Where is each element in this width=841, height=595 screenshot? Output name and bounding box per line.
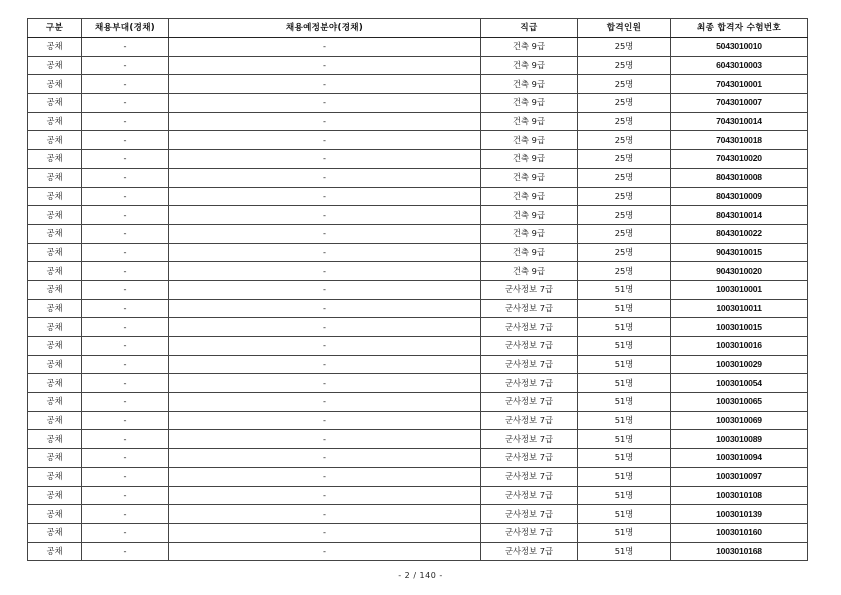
header-quota: 합격인원 <box>578 19 671 38</box>
category-cell: 공채 <box>28 168 82 187</box>
grade-cell: 군사정보 7급 <box>481 467 578 486</box>
table-row <box>28 112 808 131</box>
category-cell: 공채 <box>28 318 82 337</box>
quota-cell: 51명 <box>578 393 671 412</box>
exam-number-cell: 6043010003 <box>671 56 808 75</box>
header-category: 구분 <box>28 19 82 38</box>
field-cell: - <box>169 112 481 131</box>
table-row <box>28 449 808 468</box>
exam-number-cell: 1003010069 <box>671 411 808 430</box>
grade-cell: 건축 9급 <box>481 224 578 243</box>
field-cell: - <box>169 374 481 393</box>
results-table <box>27 18 808 561</box>
category-cell: 공채 <box>28 38 82 57</box>
category-cell: 공채 <box>28 224 82 243</box>
table-row <box>28 75 808 94</box>
grade-cell: 군사정보 7급 <box>481 411 578 430</box>
grade-cell: 군사정보 7급 <box>481 523 578 542</box>
quota-cell: 51명 <box>578 505 671 524</box>
unit-cell: - <box>82 56 169 75</box>
table-row <box>28 542 808 561</box>
unit-cell: - <box>82 467 169 486</box>
exam-number-cell: 9043010015 <box>671 243 808 262</box>
unit-cell: - <box>82 224 169 243</box>
field-cell: - <box>169 318 481 337</box>
field-cell: - <box>169 355 481 374</box>
grade-cell: 군사정보 7급 <box>481 542 578 561</box>
grade-cell: 건축 9급 <box>481 243 578 262</box>
category-cell: 공채 <box>28 337 82 356</box>
quota-cell: 51명 <box>578 467 671 486</box>
field-cell: - <box>169 206 481 225</box>
table-body <box>28 38 808 561</box>
table-row <box>28 337 808 356</box>
category-cell: 공채 <box>28 299 82 318</box>
quota-cell: 25명 <box>578 168 671 187</box>
unit-cell: - <box>82 337 169 356</box>
exam-number-cell: 1003010097 <box>671 467 808 486</box>
table-row <box>28 299 808 318</box>
unit-cell: - <box>82 318 169 337</box>
table-row <box>28 94 808 113</box>
table-row <box>28 486 808 505</box>
field-cell: - <box>169 168 481 187</box>
exam-number-cell: 1003010054 <box>671 374 808 393</box>
exam-number-cell: 5043010010 <box>671 38 808 57</box>
grade-cell: 건축 9급 <box>481 262 578 281</box>
exam-number-cell: 1003010108 <box>671 486 808 505</box>
unit-cell: - <box>82 131 169 150</box>
exam-number-cell: 1003010015 <box>671 318 808 337</box>
exam-number-cell: 1003010089 <box>671 430 808 449</box>
unit-cell: - <box>82 374 169 393</box>
quota-cell: 25명 <box>578 150 671 169</box>
unit-cell: - <box>82 262 169 281</box>
table-row <box>28 131 808 150</box>
quota-cell: 51명 <box>578 411 671 430</box>
table-row <box>28 187 808 206</box>
header-row <box>28 19 808 38</box>
category-cell: 공채 <box>28 262 82 281</box>
grade-cell: 군사정보 7급 <box>481 393 578 412</box>
unit-cell: - <box>82 280 169 299</box>
exam-number-cell: 1003010160 <box>671 523 808 542</box>
grade-cell: 군사정보 7급 <box>481 486 578 505</box>
unit-cell: - <box>82 523 169 542</box>
exam-number-cell: 1003010001 <box>671 280 808 299</box>
category-cell: 공채 <box>28 94 82 113</box>
category-cell: 공채 <box>28 542 82 561</box>
quota-cell: 51명 <box>578 374 671 393</box>
category-cell: 공채 <box>28 187 82 206</box>
field-cell: - <box>169 38 481 57</box>
grade-cell: 건축 9급 <box>481 112 578 131</box>
table-row <box>28 393 808 412</box>
field-cell: - <box>169 449 481 468</box>
category-cell: 공채 <box>28 280 82 299</box>
header-unit: 채용부대(경채) <box>82 19 169 38</box>
category-cell: 공채 <box>28 112 82 131</box>
unit-cell: - <box>82 430 169 449</box>
table-row <box>28 355 808 374</box>
quota-cell: 51명 <box>578 355 671 374</box>
category-cell: 공채 <box>28 355 82 374</box>
grade-cell: 건축 9급 <box>481 38 578 57</box>
field-cell: - <box>169 150 481 169</box>
exam-number-cell: 7043010020 <box>671 150 808 169</box>
header-exam-number: 최종 합격자 수험번호 <box>671 19 808 38</box>
grade-cell: 군사정보 7급 <box>481 430 578 449</box>
category-cell: 공채 <box>28 393 82 412</box>
grade-cell: 군사정보 7급 <box>481 449 578 468</box>
quota-cell: 25명 <box>578 75 671 94</box>
field-cell: - <box>169 523 481 542</box>
grade-cell: 건축 9급 <box>481 150 578 169</box>
unit-cell: - <box>82 187 169 206</box>
quota-cell: 25명 <box>578 224 671 243</box>
category-cell: 공채 <box>28 449 82 468</box>
quota-cell: 51명 <box>578 523 671 542</box>
exam-number-cell: 1003010011 <box>671 299 808 318</box>
table-row <box>28 430 808 449</box>
exam-number-cell: 1003010094 <box>671 449 808 468</box>
quota-cell: 51명 <box>578 449 671 468</box>
grade-cell: 군사정보 7급 <box>481 337 578 356</box>
grade-cell: 군사정보 7급 <box>481 299 578 318</box>
grade-cell: 건축 9급 <box>481 56 578 75</box>
category-cell: 공채 <box>28 486 82 505</box>
grade-cell: 군사정보 7급 <box>481 355 578 374</box>
category-cell: 공채 <box>28 374 82 393</box>
table-row <box>28 262 808 281</box>
category-cell: 공채 <box>28 430 82 449</box>
quota-cell: 25명 <box>578 38 671 57</box>
exam-number-cell: 8043010022 <box>671 224 808 243</box>
quota-cell: 25명 <box>578 56 671 75</box>
field-cell: - <box>169 75 481 94</box>
unit-cell: - <box>82 94 169 113</box>
field-cell: - <box>169 430 481 449</box>
table-row <box>28 523 808 542</box>
category-cell: 공채 <box>28 75 82 94</box>
unit-cell: - <box>82 542 169 561</box>
field-cell: - <box>169 337 481 356</box>
unit-cell: - <box>82 299 169 318</box>
unit-cell: - <box>82 150 169 169</box>
quota-cell: 51명 <box>578 486 671 505</box>
field-cell: - <box>169 467 481 486</box>
category-cell: 공채 <box>28 467 82 486</box>
category-cell: 공채 <box>28 131 82 150</box>
exam-number-cell: 1003010029 <box>671 355 808 374</box>
field-cell: - <box>169 187 481 206</box>
table-row <box>28 38 808 57</box>
quota-cell: 25명 <box>578 94 671 113</box>
table-row <box>28 56 808 75</box>
quota-cell: 25명 <box>578 243 671 262</box>
quota-cell: 25명 <box>578 206 671 225</box>
field-cell: - <box>169 542 481 561</box>
table-row <box>28 150 808 169</box>
table-row <box>28 318 808 337</box>
exam-number-cell: 7043010007 <box>671 94 808 113</box>
table-row <box>28 168 808 187</box>
field-cell: - <box>169 393 481 412</box>
unit-cell: - <box>82 393 169 412</box>
unit-cell: - <box>82 355 169 374</box>
exam-number-cell: 7043010014 <box>671 112 808 131</box>
quota-cell: 51명 <box>578 299 671 318</box>
quota-cell: 51명 <box>578 542 671 561</box>
field-cell: - <box>169 280 481 299</box>
unit-cell: - <box>82 486 169 505</box>
exam-number-cell: 8043010008 <box>671 168 808 187</box>
grade-cell: 군사정보 7급 <box>481 318 578 337</box>
field-cell: - <box>169 299 481 318</box>
page-number: - 2 / 140 - <box>398 571 443 580</box>
table-row <box>28 374 808 393</box>
exam-number-cell: 8043010014 <box>671 206 808 225</box>
field-cell: - <box>169 262 481 281</box>
grade-cell: 건축 9급 <box>481 75 578 94</box>
exam-number-cell: 9043010020 <box>671 262 808 281</box>
field-cell: - <box>169 486 481 505</box>
quota-cell: 51명 <box>578 318 671 337</box>
exam-number-cell: 8043010009 <box>671 187 808 206</box>
header-grade: 직급 <box>481 19 578 38</box>
exam-number-cell: 7043010001 <box>671 75 808 94</box>
quota-cell: 51명 <box>578 430 671 449</box>
quota-cell: 25명 <box>578 262 671 281</box>
unit-cell: - <box>82 206 169 225</box>
unit-cell: - <box>82 505 169 524</box>
grade-cell: 건축 9급 <box>481 187 578 206</box>
quota-cell: 51명 <box>578 337 671 356</box>
table-row <box>28 411 808 430</box>
exam-number-cell: 1003010065 <box>671 393 808 412</box>
field-cell: - <box>169 411 481 430</box>
quota-cell: 25명 <box>578 131 671 150</box>
quota-cell: 25명 <box>578 112 671 131</box>
exam-number-cell: 1003010168 <box>671 542 808 561</box>
grade-cell: 건축 9급 <box>481 168 578 187</box>
quota-cell: 25명 <box>578 187 671 206</box>
unit-cell: - <box>82 75 169 94</box>
header-field: 채용예정분야(경채) <box>169 19 481 38</box>
category-cell: 공채 <box>28 523 82 542</box>
category-cell: 공채 <box>28 243 82 262</box>
quota-cell: 51명 <box>578 280 671 299</box>
exam-number-cell: 1003010139 <box>671 505 808 524</box>
grade-cell: 건축 9급 <box>481 206 578 225</box>
field-cell: - <box>169 56 481 75</box>
table-row <box>28 206 808 225</box>
field-cell: - <box>169 243 481 262</box>
grade-cell: 군사정보 7급 <box>481 374 578 393</box>
unit-cell: - <box>82 449 169 468</box>
table-row <box>28 243 808 262</box>
category-cell: 공채 <box>28 56 82 75</box>
category-cell: 공채 <box>28 505 82 524</box>
unit-cell: - <box>82 112 169 131</box>
grade-cell: 군사정보 7급 <box>481 280 578 299</box>
category-cell: 공채 <box>28 411 82 430</box>
exam-number-cell: 1003010016 <box>671 337 808 356</box>
grade-cell: 군사정보 7급 <box>481 505 578 524</box>
table-row <box>28 280 808 299</box>
category-cell: 공채 <box>28 206 82 225</box>
results-sheet <box>27 18 807 561</box>
field-cell: - <box>169 131 481 150</box>
field-cell: - <box>169 505 481 524</box>
field-cell: - <box>169 94 481 113</box>
grade-cell: 건축 9급 <box>481 131 578 150</box>
field-cell: - <box>169 224 481 243</box>
table-row <box>28 505 808 524</box>
unit-cell: - <box>82 168 169 187</box>
table-row <box>28 224 808 243</box>
table-row <box>28 467 808 486</box>
unit-cell: - <box>82 243 169 262</box>
unit-cell: - <box>82 411 169 430</box>
grade-cell: 건축 9급 <box>481 94 578 113</box>
category-cell: 공채 <box>28 150 82 169</box>
exam-number-cell: 7043010018 <box>671 131 808 150</box>
unit-cell: - <box>82 38 169 57</box>
table-header <box>28 19 808 38</box>
